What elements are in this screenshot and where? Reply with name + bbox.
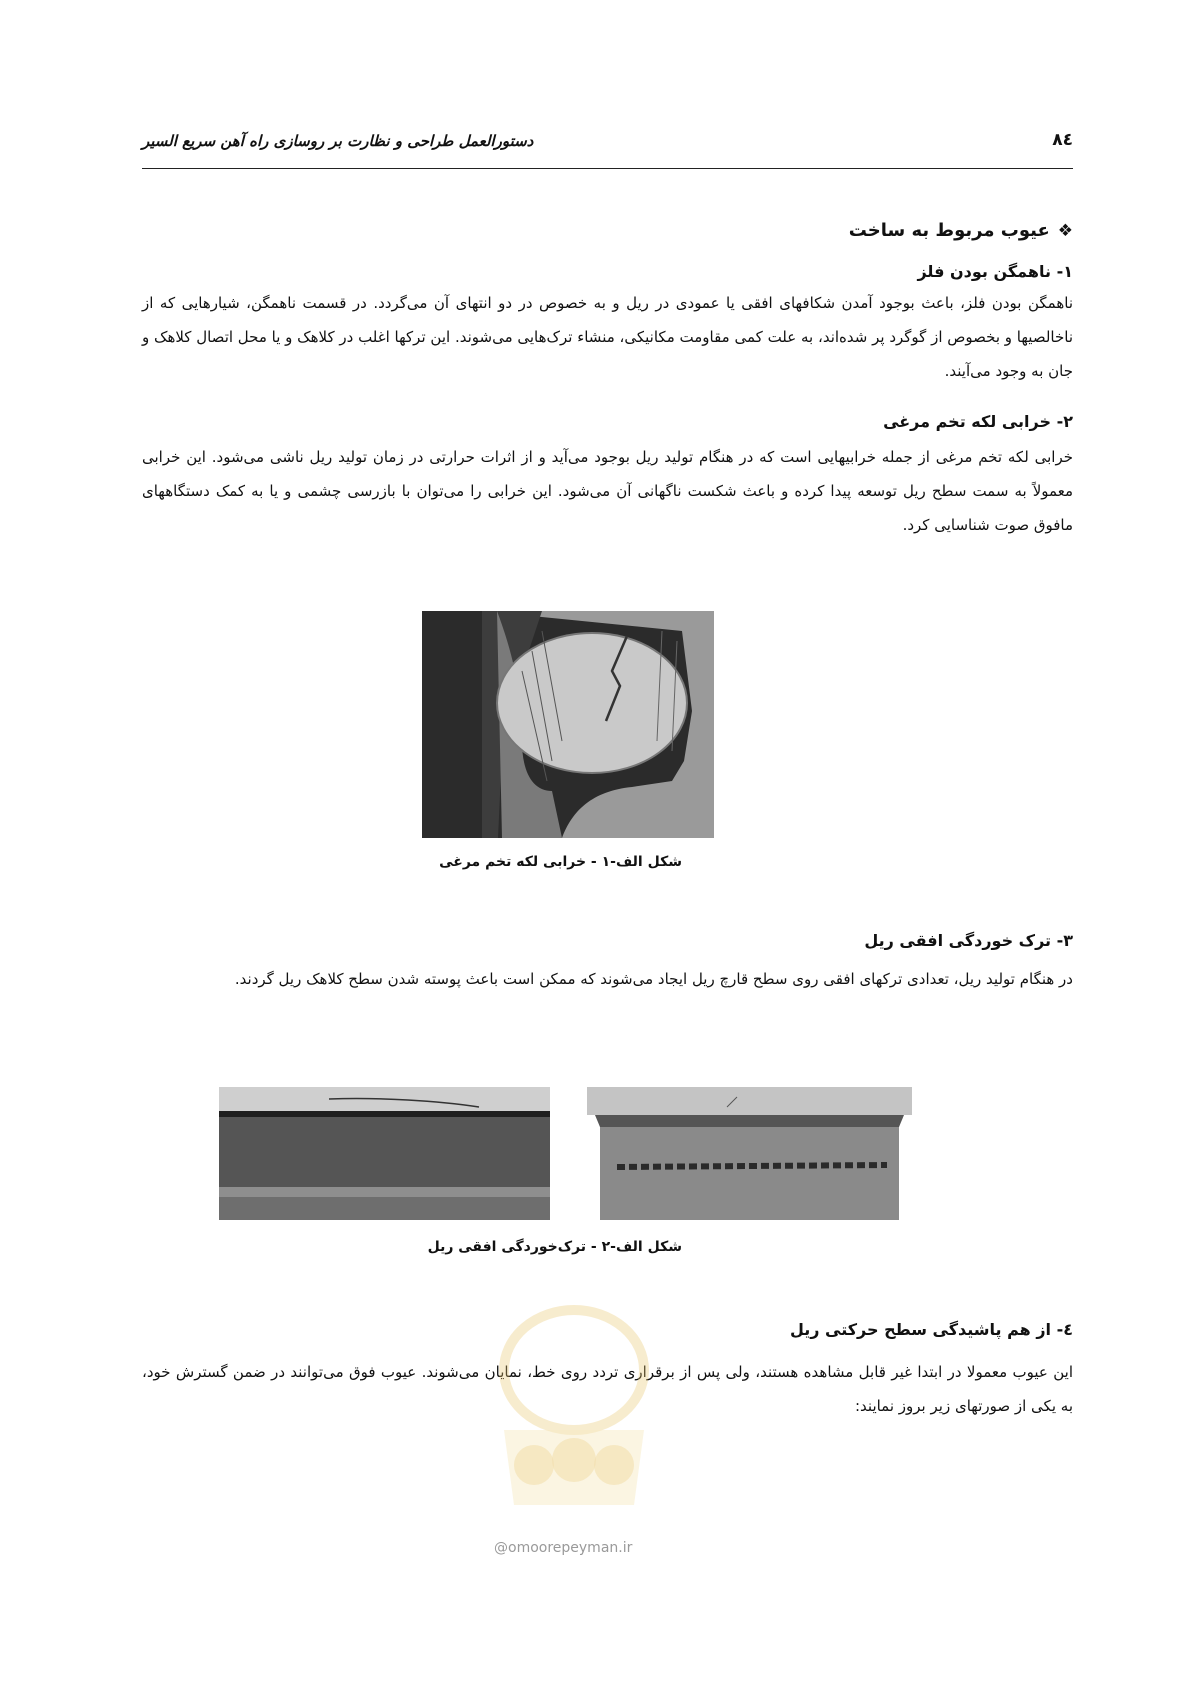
horizontal-crack-right-graphic: [587, 1087, 912, 1220]
figure-1-caption: شکل الف-۱ - خرابی لکه تخم مرغی: [439, 854, 682, 870]
figure-horizontal-crack-photo-right: [587, 1087, 912, 1220]
figure-horizontal-crack-photo-left: [219, 1087, 550, 1220]
egg-spot-photo-graphic: [422, 611, 714, 838]
figure-2-caption: شکل الف-۲ - ترک‌خوردگی افقی ریل: [427, 1239, 682, 1255]
section-heading-text: عیوب مربوط به ساخت: [848, 220, 1050, 241]
item-4-heading: ٤- از هم پاشیدگی سطح حرکتی ریل: [789, 1320, 1073, 1339]
page-number: ۸٤: [1052, 130, 1073, 150]
watermark-seal: [474, 1290, 674, 1580]
section-heading: [849, 220, 1073, 241]
item-1-paragraph: ناهمگن بودن فلز، باعث بوجود آمدن شکافهای افقی یا عمودی در ریل و به خصوص در دو انتهای آن می‌گردد. در قسمت ناهمگن، شیارهایی که از ناخالصیها و بخصوص از گوگرد پر شده‌اند، به علت کمی مقاومت مکانیکی، منشاء ترک‌هایی می‌شوند. این ترکها اغلب در کلاهک و یا محل اتصال کلاهک و جان به وجود می‌آیند.: [142, 294, 1073, 380]
diamond-bullet-icon: ❖: [1057, 221, 1073, 241]
figure-egg-spot-defect-photo: [422, 611, 714, 838]
header-title: دستورالعمل طراحی و نظارت بر روسازی راه آهن سریع السیر: [142, 132, 534, 150]
watermark-seal-icon: [474, 1290, 674, 1540]
item-2-paragraph: خرابی لکه تخم مرغی از جمله خرابیهایی است که در هنگام تولید ریل بوجود می‌آید و از اثرات حرارتی در زمان تولید ریل ناشی می‌شود. این خرابی معمولاً به سمت سطح ریل توسعه پیدا کرده و باعث شکست ناگهانی آن می‌شود. این خرابی را می‌توان با بازرسی چشمی و یا به کمک دستگاههای مافوق صوت شناسایی کرد.: [142, 448, 1073, 534]
page-header: [142, 128, 1073, 169]
item-2-heading: ۲- خرابی لکه تخم مرغی: [883, 412, 1073, 431]
horizontal-crack-left-graphic: [219, 1087, 550, 1220]
item-3-paragraph: در هنگام تولید ریل، تعدادی ترکهای افقی روی سطح قارچ ریل ایجاد می‌شوند که ممکن است باعث پوسته شدن سطح کلاهک ریل گردند.: [234, 970, 1073, 988]
item-3-heading: ۳- ترک خوردگی افقی ریل: [864, 931, 1073, 950]
item-4-paragraph: این عیوب معمولا در ابتدا غیر قابل مشاهده هستند، ولی پس از برقراری تردد روی خط، نمایان می‌شوند. عیوب فوق می‌توانند در ضمن گسترش خود، به یکی از صورتهای زیر بروز نمایند:: [142, 1363, 1073, 1415]
item-1-heading: ۱- ناهمگن بودن فلز: [917, 262, 1073, 281]
watermark-text: @omoorepeyman.ir: [494, 1540, 633, 1556]
